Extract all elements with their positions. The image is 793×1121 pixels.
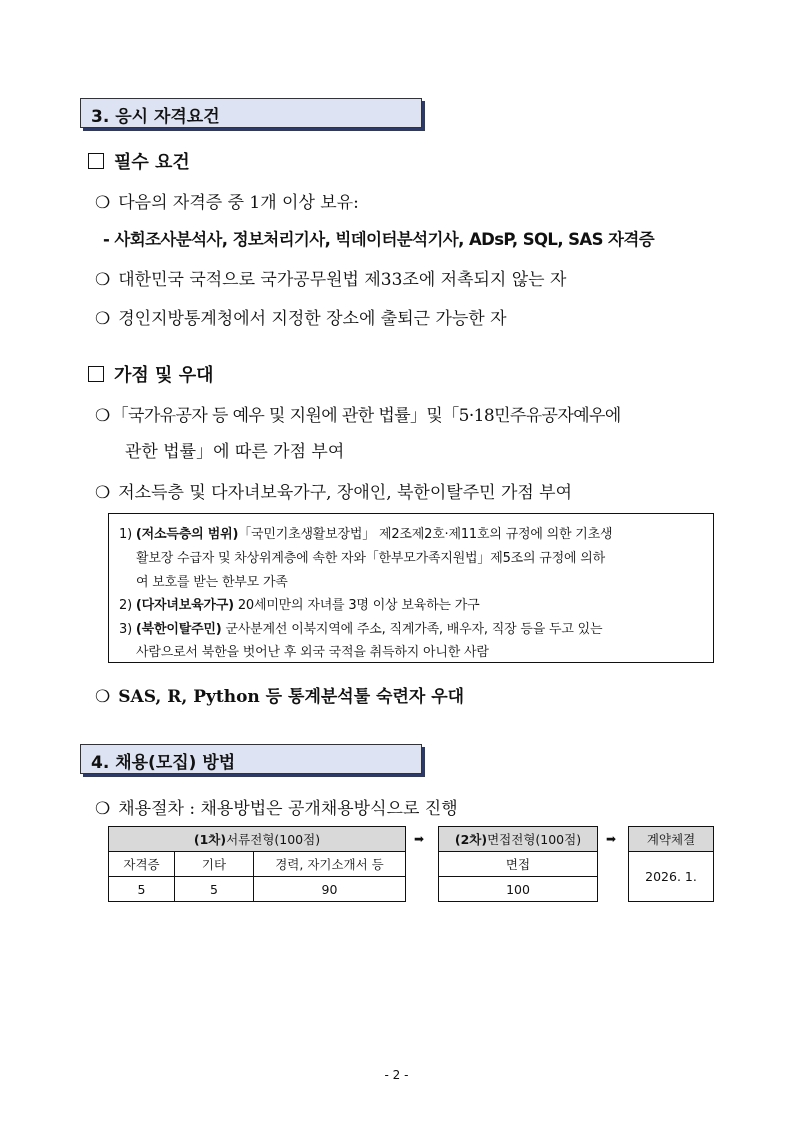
required-heading: 필수 요건 [88, 148, 190, 174]
required-item-3: ❍ 경인지방통계청에서 지정한 장소에 출퇴근 가능한 자 [95, 309, 507, 329]
circle-bullet-icon: ❍ [95, 687, 111, 707]
circle-bullet-icon: ❍ [95, 483, 111, 503]
stage-3-table [628, 826, 714, 902]
stage-2-table [438, 826, 598, 902]
stage-2-score-interview: 100 [439, 877, 598, 902]
circle-bullet-icon: ❍ [95, 193, 111, 213]
preference-item-2: ❍ 저소득층 및 다자녀보육가구, 장애인, 북한이탈주민 가점 부여 [95, 483, 573, 503]
stage-3-header: 계약체결 [629, 827, 714, 852]
notes-box [108, 513, 714, 663]
required-item-2: ❍ 대한민국 국적으로 국가공무원법 제33조에 저촉되지 않는 자 [95, 270, 567, 290]
arrow-right-icon: ➡ [414, 832, 425, 846]
circle-bullet-icon: ❍ [95, 799, 111, 819]
stage-1-col-cert: 자격증 [109, 852, 175, 877]
preference-heading: 가점 및 우대 [88, 361, 213, 387]
preference-item-1: ❍ 「국가유공자 등 예우 및 지원에 관한 법률」및「5·18민주유공자예우에 [95, 406, 621, 426]
arrow-right-icon: ➡ [606, 832, 617, 846]
preference-item-3: ❍ SAS, R, Python 등 통계분석툴 숙련자 우대 [95, 687, 465, 707]
page-number: - 2 - [384, 1068, 409, 1082]
note-2: 2) (다자녀보육가구) 20세미만의 자녀를 3명 이상 보육하는 가구 [119, 598, 480, 613]
preference-item-1-cont: 관한 법률」에 따른 가점 부여 [125, 442, 345, 462]
checkbox-square-icon [88, 153, 104, 169]
section-3-header [80, 98, 422, 128]
checkbox-square-icon [88, 366, 104, 382]
procedure-line: ❍ 채용절차 : 채용방법은 공개채용방식으로 진행 [95, 799, 458, 819]
circle-bullet-icon: ❍ [95, 270, 111, 290]
note-3: 3) (북한이탈주민) 군사분계선 이북지역에 주소, 직계가족, 배우자, 직장 등을 두고 있는 [119, 622, 603, 637]
stage-1-table [108, 826, 406, 902]
note-3-line-2: 사람으로서 북한을 벗어난 후 외국 국적을 취득하지 아니한 사람 [136, 645, 489, 660]
stage-1-col-etc: 기타 [175, 852, 254, 877]
stage-1-col-career: 경력, 자기소개서 등 [254, 852, 406, 877]
note-1-line-2: 활보장 수급자 및 차상위계층에 속한 자와「한부모가족지원법」제5조의 규정에 의하 [136, 551, 606, 566]
stage-1-score-etc: 5 [175, 877, 254, 902]
circle-bullet-icon: ❍ [95, 406, 110, 426]
stage-2-col-interview: 면접 [439, 852, 598, 877]
stage-2-header: (2차)면접전형(100점) [439, 827, 598, 852]
stage-1-score-cert: 5 [109, 877, 175, 902]
note-1: 1) (저소득층의 범위)「국민기초생활보장법」 제2조제2호·제11호의 규정에 의한 기초생 [119, 527, 613, 542]
required-certificates: - 사회조사분석사, 정보처리기사, 빅데이터분석기사, ADsP, SQL, SAS 자격증 [103, 230, 655, 249]
stage-3-date: 2026. 1. [629, 852, 714, 902]
required-item-1: ❍ 다음의 자격증 중 1개 이상 보유: [95, 193, 359, 213]
stage-1-header: (1차)서류전형(100점) [109, 827, 406, 852]
stage-1-score-career: 90 [254, 877, 406, 902]
section-4-title: 4. 채용(모집) 방법 [91, 753, 236, 773]
circle-bullet-icon: ❍ [95, 309, 111, 329]
section-3-title: 3. 응시 자격요건 [91, 107, 220, 127]
note-1-line-3: 여 보호를 받는 한부모 가족 [136, 575, 288, 590]
section-4-header [80, 744, 422, 774]
